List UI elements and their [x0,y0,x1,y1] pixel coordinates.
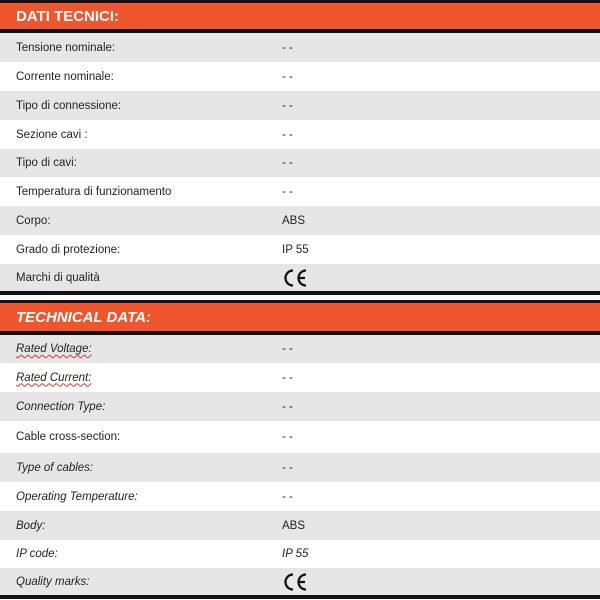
table-row [0,177,600,206]
row-label: Marchi di qualità [16,271,100,284]
row-label-text: Rated Current: [16,371,92,384]
row-value: - - [282,343,293,355]
ce-mark-icon [282,268,308,288]
row-value: - - [282,41,293,54]
row-label [0,401,268,413]
english-technical-data-section [0,300,600,599]
section-title: DATI TECNICI: [16,7,120,25]
row-label-text: Rated Voltage: [16,343,92,355]
row-label: Temperatura di funzionamento [16,185,172,198]
table-row [0,568,600,595]
row-label [0,462,268,474]
row-value: - - [282,461,293,474]
quality-mark-value [268,572,308,592]
row-label: IP code: [16,548,58,560]
row-label: Sezione cavi : [16,128,88,141]
row-label: Corpo: [16,214,51,227]
row-label: Tipo di cavi: [16,157,77,169]
ce-mark-icon [282,572,308,592]
italian-technical-data-section [0,0,600,295]
row-label: Body: [16,519,46,532]
row-value: ABS [282,519,306,532]
row-value: - - [282,157,293,169]
section-title: TECHNICAL DATA: [16,308,151,326]
row-label [0,343,268,355]
row-value: - - [282,431,293,443]
table-row [0,91,600,120]
table-row [0,235,600,264]
table-row [0,120,600,149]
row-value: IP 55 [282,548,309,560]
table-row [0,264,600,291]
row-label: Corrente nominale: [16,70,114,83]
quality-mark-value [268,268,308,288]
row-label-text: Type of cables: [16,461,94,474]
row-label: Tipo di connessione: [16,99,122,112]
row-label [0,372,268,384]
table-row [0,62,600,91]
row-value: - - [282,400,293,413]
table-row [0,335,600,363]
table-row [0,33,600,62]
row-label: Cable cross-section: [16,431,121,443]
row-value: - - [282,371,293,384]
row-label: Operating Temperature: [16,490,138,503]
section-header [0,3,600,33]
row-label-text: Connection Type: [16,400,106,413]
row-label: Grado di protezione: [16,243,121,256]
row-value: - - [282,70,293,83]
table-row [0,453,600,482]
table-row [0,392,600,421]
row-label: Tensione nominale: [16,41,116,54]
bottom-rule [0,595,600,599]
row-value: ABS [282,214,306,227]
table-row [0,540,600,568]
table-row [0,363,600,392]
row-value: - - [282,99,293,112]
table-row [0,149,600,177]
row-value: IP 55 [282,243,309,256]
row-value: - - [282,185,293,198]
table-row [0,482,600,511]
bottom-rule [0,291,600,295]
row-label: Quality marks: [16,575,90,588]
row-value: - - [282,128,293,141]
table-row [0,511,600,540]
table-row [0,421,600,453]
table-row [0,206,600,235]
section-header [0,303,600,335]
row-value: - - [282,490,293,503]
